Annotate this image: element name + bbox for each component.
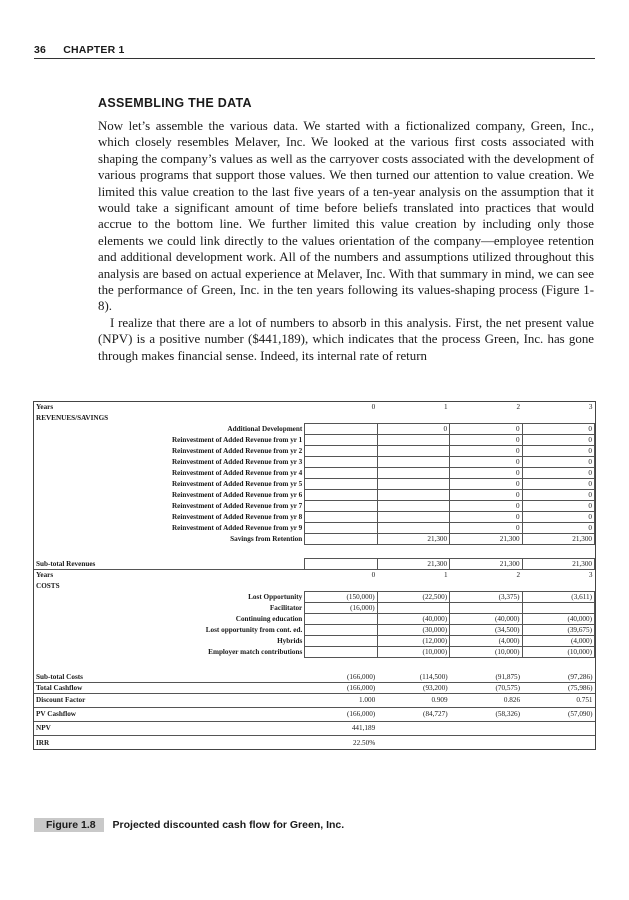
value-cell xyxy=(377,512,449,523)
value-cell: 0 xyxy=(522,446,594,457)
value-cell xyxy=(305,501,377,512)
empty-cell xyxy=(377,413,449,424)
row-label: Reinvestment of Added Revenue from yr 4 xyxy=(171,469,303,478)
value-cell xyxy=(305,512,377,523)
value-cell xyxy=(305,435,377,446)
costs-heading-row xyxy=(34,581,595,592)
value-cell: 441,189 xyxy=(305,721,377,735)
value-cell xyxy=(305,446,377,457)
value-cell xyxy=(377,523,449,534)
value-cell xyxy=(450,603,522,614)
value-cell xyxy=(305,479,377,490)
value-cell: (10,000) xyxy=(522,647,594,658)
empty-cell xyxy=(377,545,449,559)
value-cell xyxy=(305,490,377,501)
year-cell: 1 xyxy=(377,570,449,581)
row-label: Sub-total Revenues xyxy=(36,560,96,569)
value-cell: 0.826 xyxy=(450,693,522,707)
value-cell: 0 xyxy=(522,479,594,490)
pv-cashflow-row xyxy=(34,707,595,721)
empty-cell xyxy=(305,581,377,592)
value-cell: 0 xyxy=(522,501,594,512)
empty-cell xyxy=(305,413,377,424)
empty-cell xyxy=(305,545,377,559)
year-cell: 2 xyxy=(450,570,522,581)
value-cell xyxy=(305,647,377,658)
empty-cell xyxy=(450,413,522,424)
empty-cell xyxy=(450,545,522,559)
value-cell: 0.909 xyxy=(377,693,449,707)
value-cell: 0 xyxy=(450,490,522,501)
row-label: Total Cashflow xyxy=(34,682,305,693)
value-cell: (166,000) xyxy=(347,672,376,681)
revenue-row xyxy=(34,446,595,457)
cost-row xyxy=(34,603,595,614)
subtotal-revenues-row xyxy=(34,559,595,570)
empty-cell xyxy=(522,545,594,559)
paragraph-2: I realize that there are a lot of numbers to absorb in this analysis. First, the net present value (NPV) is a positive number ($441,189), which indicates that the process Green, Inc. has gone through makes financial sense. Indeed, its internal rate of return xyxy=(98,315,594,363)
value-cell xyxy=(377,435,449,446)
year-cell: 2 xyxy=(516,403,521,412)
value-cell: (91,875) xyxy=(495,672,521,681)
value-cell: (97,286) xyxy=(567,672,593,681)
value-cell: 0 xyxy=(522,435,594,446)
revenue-row xyxy=(34,534,595,545)
empty-cell xyxy=(377,721,449,735)
years-label: Years xyxy=(36,403,54,412)
value-cell xyxy=(522,603,594,614)
value-cell: (40,000) xyxy=(377,614,449,625)
year-cell: 3 xyxy=(588,403,593,412)
empty-cell xyxy=(522,581,594,592)
value-cell: (3,611) xyxy=(522,592,594,603)
value-cell: 21,300 xyxy=(522,559,594,570)
caption-text: Projected discounted cash flow for Green, Inc. xyxy=(112,819,345,831)
figure-caption xyxy=(34,818,344,832)
cost-row xyxy=(34,614,595,625)
value-cell: 0 xyxy=(522,424,594,435)
value-cell: 0 xyxy=(450,446,522,457)
running-head xyxy=(34,44,125,56)
value-cell: (58,326) xyxy=(450,707,522,721)
empty-cell xyxy=(305,658,377,672)
spacer-row xyxy=(34,658,595,672)
revenue-row xyxy=(34,468,595,479)
value-cell: (10,000) xyxy=(377,647,449,658)
value-cell: (150,000) xyxy=(305,592,377,603)
revenue-row xyxy=(34,457,595,468)
value-cell: (4,000) xyxy=(450,636,522,647)
row-label: Reinvestment of Added Revenue from yr 2 xyxy=(171,447,303,456)
value-cell: (3,375) xyxy=(450,592,522,603)
npv-row xyxy=(34,721,595,735)
empty-cell xyxy=(377,735,449,749)
empty-cell xyxy=(450,721,522,735)
cost-row xyxy=(34,592,595,603)
row-label: Savings from Retention xyxy=(230,535,303,544)
row-label: PV Cashflow xyxy=(34,707,305,721)
value-cell: 0 xyxy=(522,457,594,468)
value-cell xyxy=(377,479,449,490)
year-cell: 0 xyxy=(371,403,376,412)
value-cell: 21,300 xyxy=(450,534,522,545)
value-cell xyxy=(305,424,377,435)
value-cell: (166,000) xyxy=(305,707,377,721)
value-cell: 0 xyxy=(450,512,522,523)
value-cell xyxy=(305,559,377,570)
value-cell: 0 xyxy=(450,501,522,512)
revenues-heading: REVENUES/SAVINGS xyxy=(36,414,109,423)
row-label: Discount Factor xyxy=(34,693,305,707)
value-cell: 0 xyxy=(450,479,522,490)
value-cell xyxy=(305,614,377,625)
header-rule xyxy=(34,58,595,59)
empty-cell xyxy=(522,658,594,672)
year-cell: 3 xyxy=(522,570,594,581)
value-cell: (12,000) xyxy=(377,636,449,647)
revenue-row xyxy=(34,501,595,512)
years-label: Years xyxy=(34,570,305,581)
value-cell: 1.000 xyxy=(305,693,377,707)
value-cell: 0 xyxy=(450,457,522,468)
value-cell: (30,000) xyxy=(377,625,449,636)
empty-cell xyxy=(522,735,594,749)
row-label: Facilitator xyxy=(269,604,303,613)
spacer-row xyxy=(34,545,595,559)
value-cell xyxy=(305,625,377,636)
figure-label: Figure 1.8 xyxy=(34,818,104,832)
row-label: Reinvestment of Added Revenue from yr 8 xyxy=(171,513,303,522)
row-label: Lost opportunity from cont. ed. xyxy=(205,626,303,635)
value-cell: (40,000) xyxy=(522,614,594,625)
empty-cell xyxy=(34,545,305,559)
row-label: Lost Opportunity xyxy=(248,593,303,602)
value-cell: (34,500) xyxy=(450,625,522,636)
cost-row xyxy=(34,625,595,636)
value-cell: 0 xyxy=(450,468,522,479)
revenue-row xyxy=(34,523,595,534)
empty-cell xyxy=(522,413,594,424)
value-cell xyxy=(305,636,377,647)
value-cell xyxy=(377,468,449,479)
body-text xyxy=(98,118,594,364)
value-cell: 0 xyxy=(522,512,594,523)
value-cell: 0 xyxy=(522,468,594,479)
value-cell: (10,000) xyxy=(450,647,522,658)
value-cell: (75,986) xyxy=(522,682,594,693)
value-cell xyxy=(377,603,449,614)
year-cell: 1 xyxy=(444,403,448,412)
years-row xyxy=(34,570,595,581)
revenue-row xyxy=(34,490,595,501)
value-cell: 0 xyxy=(450,435,522,446)
revenue-row xyxy=(34,424,595,435)
value-cell xyxy=(377,501,449,512)
value-cell: 0 xyxy=(450,523,522,534)
value-cell: 21,300 xyxy=(522,534,594,545)
value-cell: 0 xyxy=(522,490,594,501)
section-title: ASSEMBLING THE DATA xyxy=(98,96,252,110)
empty-cell xyxy=(34,658,305,672)
value-cell: (84,727) xyxy=(377,707,449,721)
value-cell xyxy=(377,457,449,468)
value-cell: 0.751 xyxy=(522,693,594,707)
value-cell: 21,300 xyxy=(377,559,449,570)
cost-row xyxy=(34,647,595,658)
discount-factor-row xyxy=(34,693,595,707)
value-cell xyxy=(305,468,377,479)
row-label: Reinvestment of Added Revenue from yr 3 xyxy=(171,458,303,467)
years-row xyxy=(34,402,595,413)
revenues-heading-row xyxy=(34,413,595,424)
subtotal-costs-row xyxy=(34,672,595,683)
costs-heading: COSTS xyxy=(36,582,60,591)
value-cell: (4,000) xyxy=(522,636,594,647)
empty-cell xyxy=(377,658,449,672)
row-label: Reinvestment of Added Revenue from yr 6 xyxy=(171,491,303,500)
value-cell: 0 xyxy=(522,523,594,534)
total-cashflow-row xyxy=(34,682,595,693)
row-label: Reinvestment of Added Revenue from yr 1 xyxy=(171,436,303,445)
value-cell xyxy=(377,446,449,457)
revenue-row xyxy=(34,435,595,446)
value-cell xyxy=(305,534,377,545)
empty-cell xyxy=(450,735,522,749)
row-label: Reinvestment of Added Revenue from yr 7 xyxy=(171,502,303,511)
value-cell: 0 xyxy=(450,424,522,435)
row-label: NPV xyxy=(34,721,305,735)
page-number: 36 xyxy=(34,44,47,56)
value-cell: (40,000) xyxy=(450,614,522,625)
empty-cell xyxy=(377,581,449,592)
value-cell: 21,300 xyxy=(377,534,449,545)
row-label: Reinvestment of Added Revenue from yr 9 xyxy=(171,524,303,533)
row-label: Employer match contributions xyxy=(208,648,303,657)
value-cell: (22,500) xyxy=(377,592,449,603)
empty-cell xyxy=(522,721,594,735)
cost-row xyxy=(34,636,595,647)
cashflow-table xyxy=(34,402,595,749)
row-label: Reinvestment of Added Revenue from yr 5 xyxy=(171,480,303,489)
chapter-label: CHAPTER 1 xyxy=(63,44,125,56)
value-cell: (39,675) xyxy=(522,625,594,636)
row-label: Additional Development xyxy=(227,425,303,434)
value-cell: 0 xyxy=(377,424,449,435)
value-cell: (166,000) xyxy=(305,682,377,693)
value-cell: (57,090) xyxy=(522,707,594,721)
value-cell: 22.50% xyxy=(305,735,377,749)
row-label: Hybrids xyxy=(277,637,303,646)
revenue-row xyxy=(34,512,595,523)
value-cell: (16,000) xyxy=(305,603,377,614)
empty-cell xyxy=(450,581,522,592)
value-cell: (114,500) xyxy=(419,672,448,681)
paragraph-1: Now let’s assemble the various data. We started with a fictionalized company, Green, Inc., which closely resembles Melaver, Inc. We looked at the various first costs associated with shaping the company’s values as well as the carryover costs associated with the development of various programs that support those values. We then turned our attention to value creation. We limited this value creation to the last five years of a ten-year analysis on the assumption that it would take a significant amount of time before beliefs translated into practices that would accrue to the bottom line. We further limited this value creation by including only those elements we could link directly to the values orientation of the company—employee retention and additional development work. All of the numbers and assumptions utilized throughout this analysis are based on actual experience at Melaver, Inc. With that summary in mind, we can see the performance of Green, Inc. in the ten years following its values-shaping process (Figure 1-8). xyxy=(98,119,594,314)
value-cell: (70,575) xyxy=(450,682,522,693)
row-label: IRR xyxy=(34,735,305,749)
value-cell xyxy=(305,457,377,468)
empty-cell xyxy=(450,658,522,672)
value-cell xyxy=(377,490,449,501)
irr-row xyxy=(34,735,595,749)
year-cell: 0 xyxy=(305,570,377,581)
row-label: Continuing education xyxy=(235,615,303,624)
value-cell: (93,200) xyxy=(377,682,449,693)
value-cell xyxy=(305,523,377,534)
value-cell: 21,300 xyxy=(450,559,522,570)
row-label: Sub-total Costs xyxy=(36,672,83,681)
revenue-row xyxy=(34,479,595,490)
